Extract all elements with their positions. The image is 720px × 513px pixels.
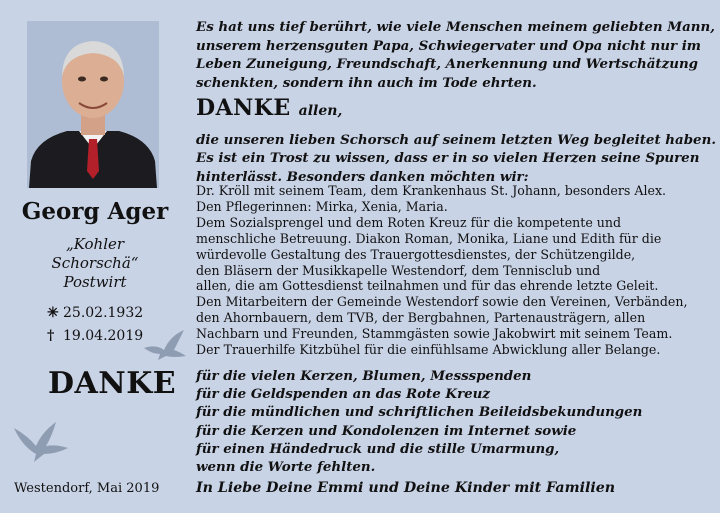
list-item: für die mündlichen und schriftlichen Beileidsbekundungen bbox=[196, 404, 643, 421]
closing-signature: In Liebe Deine Emmi und Deine Kinder mit Familien bbox=[196, 480, 616, 496]
danke-row bbox=[196, 95, 342, 121]
birth-date: 25.02.1932 bbox=[63, 305, 144, 321]
danke-suffix: allen, bbox=[298, 103, 343, 119]
birth-date-row bbox=[47, 305, 143, 321]
text-line: den Bläsern der Musikkapelle Westendorf, dem Tennisclub und bbox=[196, 262, 601, 278]
death-date-row bbox=[47, 328, 143, 344]
left-column bbox=[0, 0, 190, 513]
text-line: Den Pflegerinnen: Mirka, Xenia, Maria. bbox=[196, 198, 448, 214]
portrait-photo bbox=[27, 21, 159, 188]
details-paragraph bbox=[196, 183, 688, 358]
list-item: für einen Händedruck und die stille Umarmung, bbox=[196, 440, 560, 457]
person-name: Georg Ager bbox=[21, 198, 169, 225]
dove-icon bbox=[142, 328, 188, 360]
place-date: Westendorf, Mai 2019 bbox=[14, 481, 160, 496]
text-line: Leben Zuneigung, Freundschaft, Anerkennung und Wertschätzung bbox=[196, 56, 699, 72]
nickname bbox=[0, 235, 190, 292]
text-line: die unseren lieben Schorsch auf seinem letzten Weg begleitet haben. bbox=[196, 132, 716, 148]
cross-icon: † bbox=[47, 328, 55, 344]
text-line: Dr. Kröll mit seinem Team, dem Krankenhaus St. Johann, besonders Alex. bbox=[196, 183, 667, 198]
text-line: schenkten, sondern ihn auch im Tode ehrten. bbox=[196, 74, 537, 91]
death-date: 19.04.2019 bbox=[63, 328, 144, 344]
text-line: unserem herzensguten Papa, Schwiegervater und Opa nicht nur im bbox=[196, 37, 701, 54]
nickname-line: Schorschä“ bbox=[51, 254, 139, 272]
danke-heading: DANKE bbox=[196, 95, 291, 121]
danke-heading-left: DANKE bbox=[48, 366, 177, 401]
text-line: Nachbarn und Freunden, Stammgästen sowie Jakobwirt mit seinem Team. bbox=[196, 326, 673, 342]
text-line: Es ist ein Trost zu wissen, dass er in so vielen Herzen seine Spuren bbox=[196, 150, 700, 167]
text-line: Dem Sozialsprengel und dem Roten Kreuz für die kompetente und bbox=[196, 214, 622, 230]
text-line: Den Mitarbeitern der Gemeinde Westendorf sowie den Vereinen, Verbänden, bbox=[196, 294, 688, 310]
text-line: menschliche Betreuung. Diakon Roman, Monika, Liane und Edith für die bbox=[196, 230, 662, 246]
dove-icon bbox=[12, 418, 70, 464]
text-line: allen, die am Gottesdienst teilnahmen und für das ehrende letzte Geleit. bbox=[196, 278, 659, 294]
thanks-list bbox=[196, 367, 642, 476]
list-item: wenn die Worte fehlten. bbox=[196, 459, 376, 476]
thanks-paragraph bbox=[196, 131, 716, 186]
list-item: für die Kerzen und Kondolenzen im Internet sowie bbox=[196, 422, 577, 439]
text-line: hinterlässt. Besonders danken möchten wir: bbox=[196, 168, 529, 185]
nickname-line: „Kohler bbox=[65, 235, 125, 253]
nickname-line: Postwirt bbox=[63, 273, 127, 291]
text-line: Es hat uns tief berührt, wie viele Menschen meinem geliebten Mann, bbox=[196, 19, 715, 35]
text-line: den Ahornbauern, dem TVB, der Bergbahnen, Partenausträgern, allen bbox=[196, 310, 646, 326]
star-icon: ✳ bbox=[47, 305, 59, 321]
text-line: würdevolle Gestaltung des Trauergottesdienstes, der Schützengilde, bbox=[196, 246, 636, 262]
list-item: für die vielen Kerzen, Blumen, Messspenden bbox=[196, 368, 532, 384]
list-item: für die Geldspenden an das Rote Kreuz bbox=[196, 386, 490, 403]
intro-paragraph bbox=[196, 18, 715, 92]
text-line: Der Trauerhilfe Kitzbühel für die einfühlsame Abwicklung aller Belange. bbox=[196, 342, 661, 358]
